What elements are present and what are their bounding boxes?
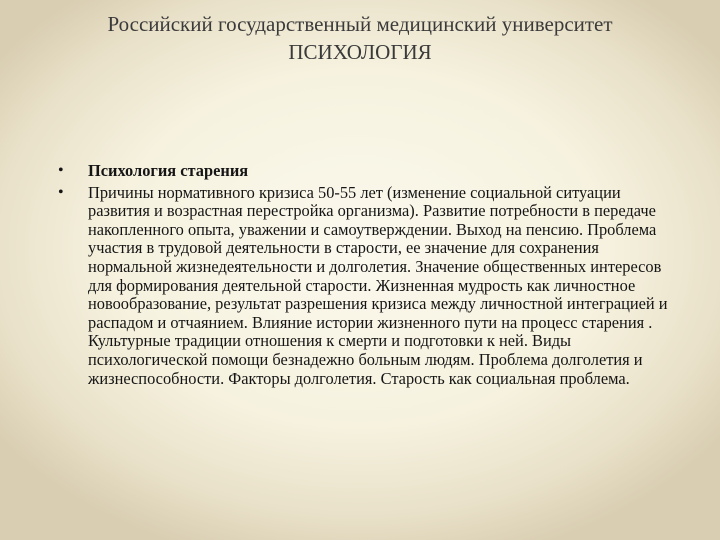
bullet-text: Причины нормативного кризиса 50-55 лет (изменение социальной ситуации развития и возрастная перестройка организма). Развитие потребности в передаче накопленного опыта, уважении и самоутверждении. Выход на пенсию. Проблема участия в трудовой деятельности в старости, ее значение для сохранения нормальной жизнедеятельности и долголетия. Значение общественных интересов для формирования деятельной старости. Жизненная мудрость как личностное новообразование, результат разрешения кризиса между личностной интеграцией и распадом и отчаянием. Влияние истории жизненного пути на процесс старения . Культурные традиции отношения к смерти и подготовки к ней. Виды психологической помощи безнадежно больным людям. Проблема долголетия и жизнеспособности. Факторы долголетия. Старость как социальная проблема. [88, 182, 668, 388]
university-title: Российский государственный медицинский университет [107, 12, 613, 36]
bullet-item-description [58, 184, 668, 389]
bullet-item-topic [58, 162, 668, 181]
slide-header [0, 10, 720, 66]
bullet-list [58, 162, 668, 388]
subject-title: ПСИХОЛОГИЯ [288, 40, 432, 64]
bullet-marker: • [58, 183, 64, 201]
bullet-marker: • [58, 162, 64, 179]
bullet-text: Психология старения [88, 161, 249, 180]
